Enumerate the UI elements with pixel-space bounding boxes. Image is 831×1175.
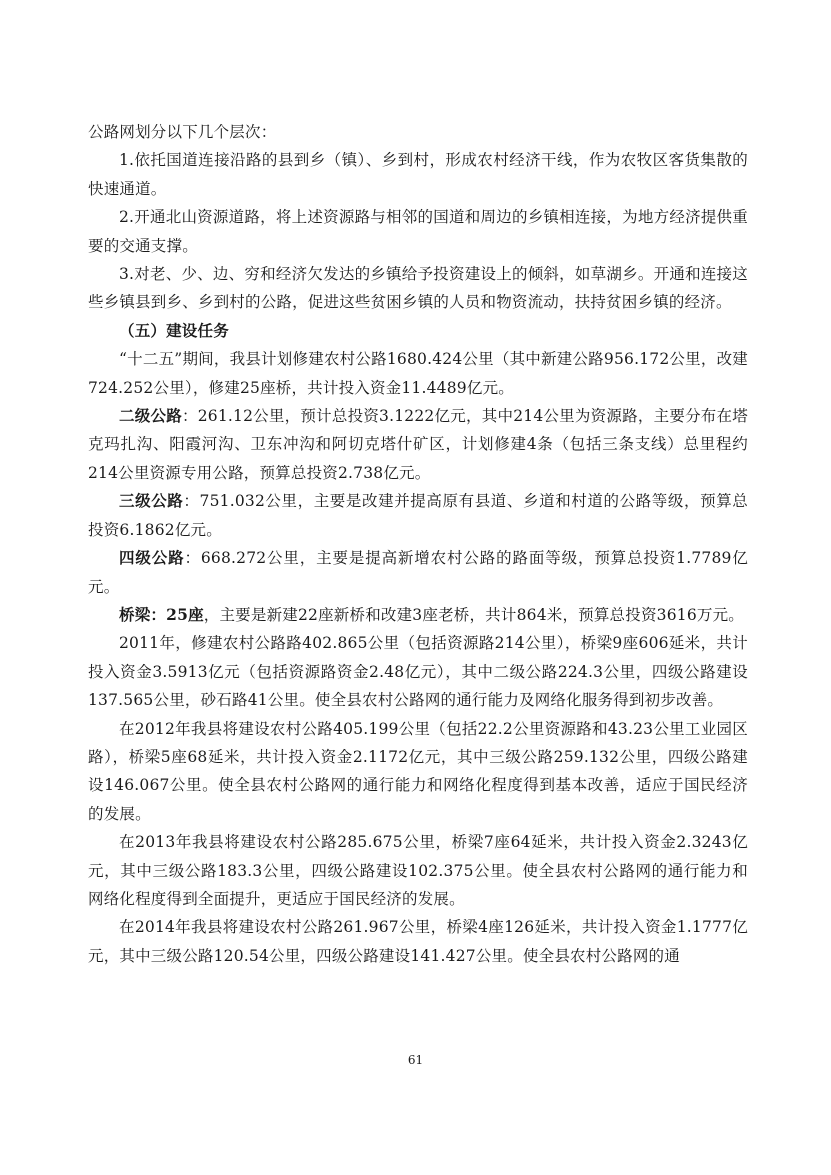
- class-two-road-label: 二级公路: [119, 406, 182, 426]
- paragraph-bridges: [88, 601, 748, 629]
- paragraph-class-two-road: [88, 402, 748, 487]
- paragraph-year-2013: 在2013年我县将建设农村公路285.675公里，桥梁7座64延米，共计投入资金2.3243亿元，其中三级公路183.3公里，四级公路建设102.375公里。使全县农村公路网的通行能力和网络化程度得到全面提升，更适应于国民经济的发展。: [88, 833, 748, 908]
- class-three-road-label: 三级公路: [119, 491, 184, 511]
- paragraph-class-three-road: [88, 487, 748, 544]
- paragraph-plan-summary: “十二五”期间，我县计划修建农村公路1680.424公里（其中新建公路956.172公里，改建724.252公里），修建25座桥，共计投入资金11.4489亿元。: [88, 350, 748, 397]
- class-three-road-text: ：751.032公里，主要是改建并提高原有县道、乡道和村道的公路等级，预算总投资6.1862亿元。: [88, 492, 748, 539]
- section-heading: （五）建设任务: [119, 320, 229, 340]
- paragraph-year-2012: 在2012年我县将建设农村公路405.199公里（包括22.2公里资源路和43.23公里工业园区路），桥梁5座68延米，共计投入资金2.1172亿元，其中三级公路259.132公里，四级公路建设146.067公里。使全县农村公路网的通行能力和网络化程度得到基本改善，适应于国民经济的发展。: [88, 719, 748, 823]
- paragraph-year-2014: 在2014年我县将建设农村公路261.967公里，桥梁4座126延米，共计投入资金1.1777亿元，其中三级公路120.54公里，四级公路建设141.427公里。使全县农村公路网的通: [88, 918, 748, 965]
- document-body: [88, 118, 748, 970]
- page-number: 61: [407, 1053, 424, 1067]
- paragraph-year-2011: 2011年，修建农村公路路402.865公里（包括资源路214公里），桥梁9座606延米，共计投入资金3.5913亿元（包括资源路资金2.48亿元），其中二级公路224.3公里，四级公路建设137.565公里，砂石路41公里。使全县农村公路网的通行能力及网络化服务得到初步改善。: [88, 634, 748, 710]
- class-four-road-label: 四级公路: [119, 548, 185, 568]
- paragraph-level-3: 3.对老、少、边、穷和经济欠发达的乡镇给予投资建设上的倾斜，如草湖乡。开通和连接这些乡镇县到乡、乡到村的公路，促进这些贫困乡镇的人员和物资流动，扶持贫困乡镇的经济。: [88, 265, 748, 312]
- intro-line: 公路网划分以下几个层次：: [88, 123, 277, 141]
- bridges-text: ，主要是新建22座新桥和改建3座老桥，共计864米，预算总投资3616万元。: [203, 605, 744, 624]
- class-two-road-text: ：261.12公里，预计总投资3.1222亿元，其中214公里为资源路，主要分布在塔克玛扎沟、阳霞河沟、卫东冲沟和阿切克塔什矿区，计划修建4条（包括三条支线）总里程约214公里资源专用公路，预算总投资2.738亿元。: [88, 407, 748, 482]
- paragraph-level-2: 2.开通北山资源道路，将上述资源路与相邻的国道和周边的乡镇相连接，为地方经济提供重要的交通支撑。: [88, 208, 748, 255]
- bridges-label: 桥梁：25座: [119, 604, 204, 624]
- class-four-road-text: ：668.272公里，主要是提高新增农村公路的路面等级，预算总投资1.7789亿元。: [88, 549, 748, 596]
- paragraph-level-1: 1.依托国道连接沿路的县到乡（镇）、乡到村，形成农村经济干线，作为农牧区客货集散的快速通道。: [88, 151, 748, 198]
- paragraph-class-four-road: [88, 544, 748, 601]
